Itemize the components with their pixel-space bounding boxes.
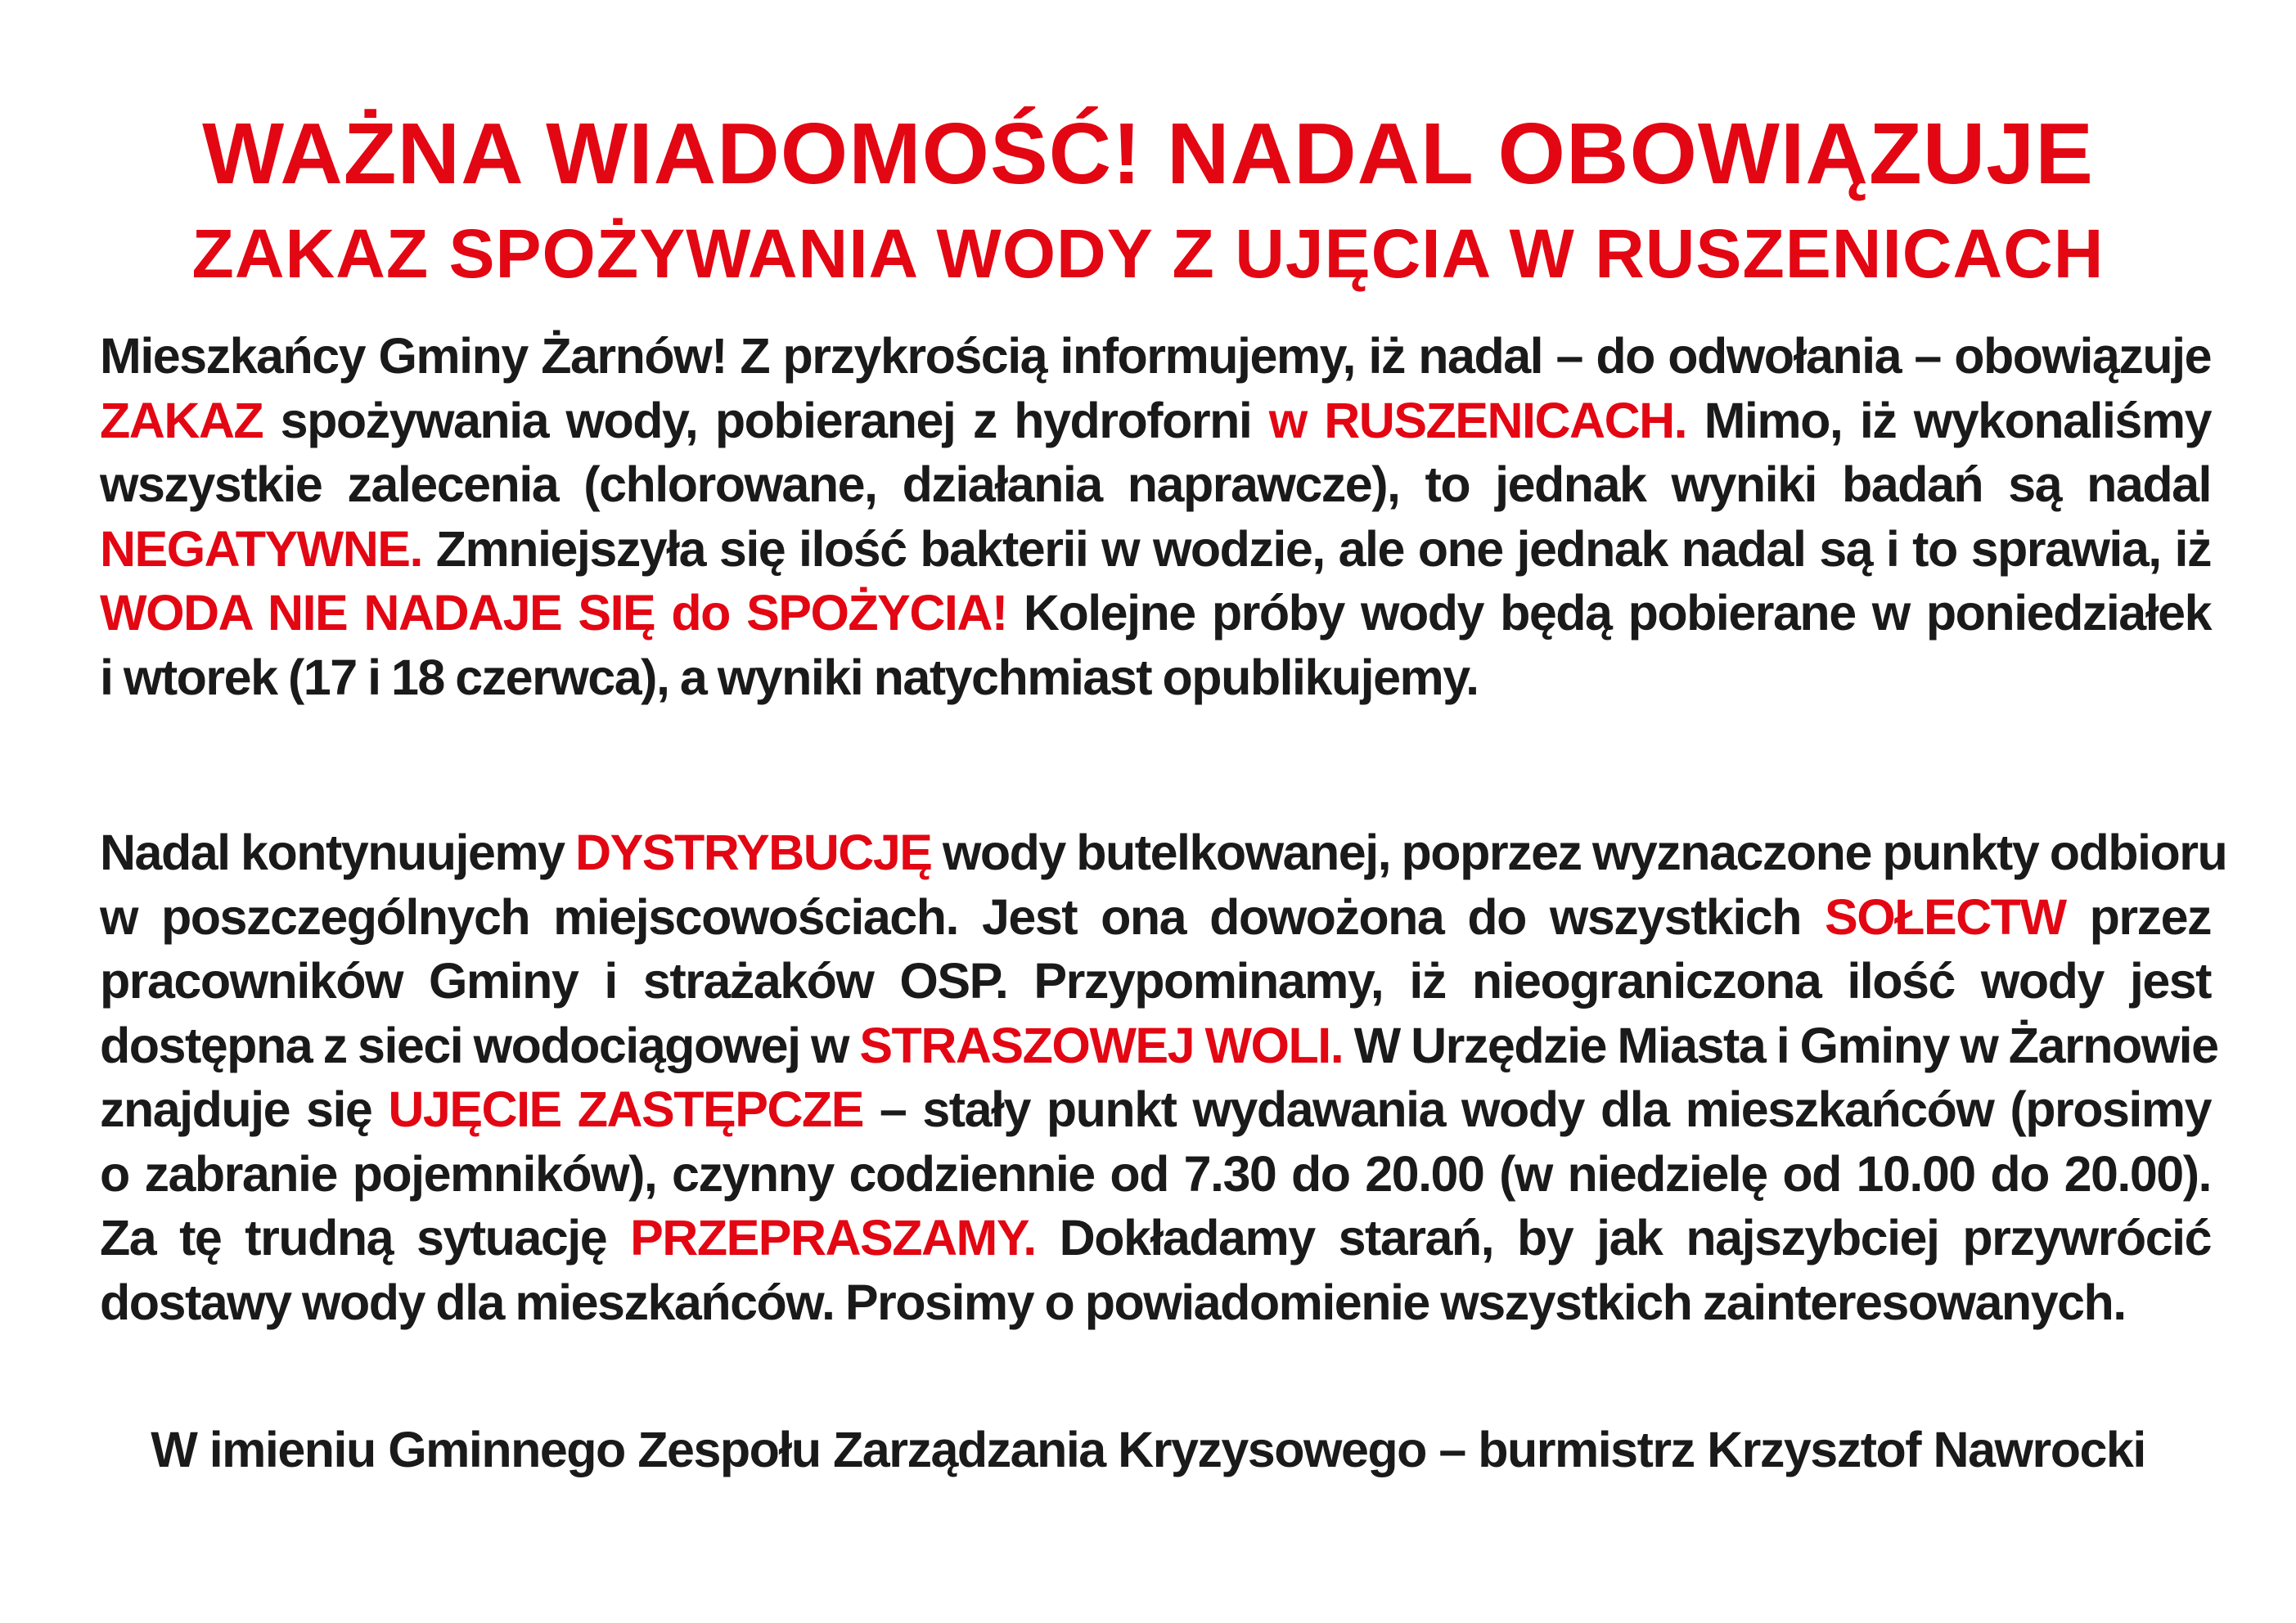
paragraph-line	[100, 581, 2211, 645]
text-segment: znajduje się	[100, 1081, 389, 1137]
paragraph-line	[100, 389, 2211, 453]
text-segment: Mieszkańcy Gminy Żarnów! Z przykrością informujemy, iż nadal – do odwołania – obowiązuje	[100, 328, 2211, 384]
text-segment: Dokładamy starań, by jak najszybciej przywrócić	[1035, 1210, 2211, 1266]
paragraph-line	[100, 949, 2211, 1014]
paragraph-ban-notice	[100, 324, 2211, 709]
text-segment: w poszczególnych miejscowościach. Jest ona dowożona do wszystkich	[100, 888, 1826, 945]
text-segment: – stały punkt wydawania wody dla mieszkańców (prosimy	[862, 1081, 2212, 1137]
text-segment: Zmniejszyła się ilość bakterii w wodzie, ale one jednak nadal są i to sprawia, iż	[421, 520, 2211, 577]
text-segment: Nadal kontynuujemy	[100, 825, 576, 880]
text-segment: Mimo, iż wykonaliśmy	[1686, 392, 2211, 448]
text-segment: przez	[2065, 888, 2212, 945]
paragraph-line	[100, 820, 2227, 885]
highlight-distribution: DYSTRYBUCJĘ	[575, 825, 932, 880]
paragraph-line	[100, 1142, 2211, 1207]
text-segment: dostępna z sieci wodociągowej w	[100, 1017, 860, 1073]
paragraph-line	[100, 645, 2211, 710]
paragraph-line	[100, 517, 2211, 582]
signature-line: W imieniu Gminnego Zespołu Zarządzania Kryzysowego – burmistrz Krzysztof Nawrocki	[151, 1422, 2145, 1477]
highlight-villages: SOŁECTW	[1825, 888, 2066, 945]
text-segment: pracowników Gminy i strażaków OSP. Przypominamy, iż nieograniczona ilość wody jest	[100, 953, 2211, 1009]
paragraph-line	[100, 1077, 2211, 1142]
highlight-location: w RUSZENICACH.	[1268, 392, 1687, 448]
text-segment: spożywania wody, pobieranej z hydroforni	[263, 392, 1269, 448]
highlight-negative: NEGATYWNE.	[100, 520, 422, 577]
headline-line-2: ZAKAZ SPOŻYWANIA WODY Z UJĘCIA W RUSZENICACH	[191, 215, 2105, 292]
highlight-ban: ZAKAZ	[100, 392, 263, 448]
text-segment: W Urzędzie Miasta i Gminy w Żarnowie	[1343, 1017, 2218, 1073]
paragraph-line	[100, 1270, 2211, 1335]
highlight-straszowa-wola: STRASZOWEJ WOLI.	[859, 1017, 1344, 1073]
headline-line-1: WAŻNA WIADOMOŚĆ! NADAL OBOWIĄZUJE	[202, 106, 2094, 202]
text-segment: wody butelkowanej, poprzez wyznaczone punkty odbioru	[931, 825, 2227, 880]
text-segment: Za tę trudną sytuację	[100, 1210, 631, 1266]
text-segment: wszystkie zalecenia (chlorowane, działania naprawcze), to jednak wyniki badań są nadal	[100, 456, 2211, 512]
highlight-apology: PRZEPRASZAMY.	[630, 1210, 1036, 1266]
paragraph-distribution	[100, 820, 2227, 1334]
text-segment: i wtorek (17 i 18 czerwca), a wyniki natychmiast opublikujemy.	[100, 649, 1479, 705]
paragraph-line	[100, 324, 2211, 389]
text-segment: o zabranie pojemników), czynny codziennie od 7.30 do 20.00 (w niedzielę od 10.00 do 20.00).	[100, 1145, 2211, 1202]
paragraph-line	[100, 452, 2211, 517]
text-segment: dostawy wody dla mieszkańców. Prosimy o powiadomienie wszystkich zainteresowanych.	[100, 1274, 2126, 1330]
highlight-not-drinkable: WODA NIE NADAJE SIĘ do SPOŻYCIA!	[100, 585, 1007, 641]
text-segment: Kolejne próby wody będą pobierane w poniedziałek	[1006, 585, 2212, 641]
paragraph-line	[100, 1206, 2211, 1270]
paragraph-line	[100, 885, 2211, 950]
paragraph-line	[100, 1014, 2218, 1078]
highlight-backup-intake: UJĘCIE ZASTĘPCZE	[388, 1081, 863, 1137]
